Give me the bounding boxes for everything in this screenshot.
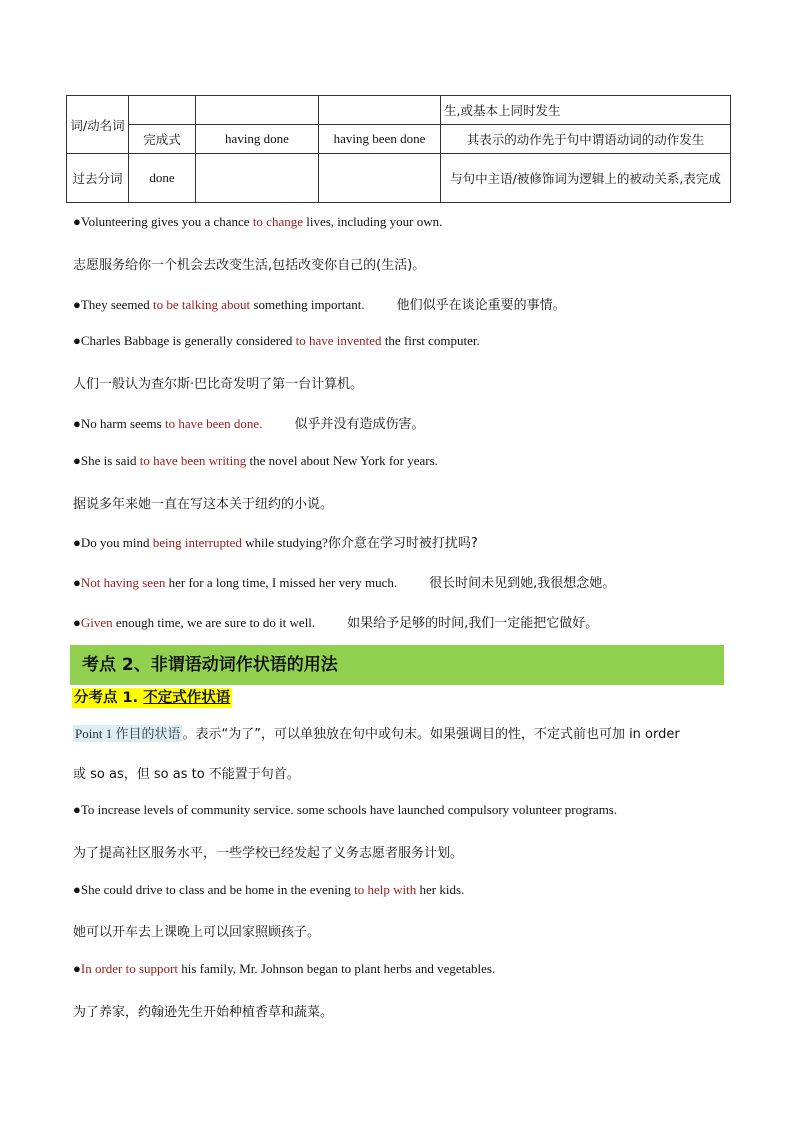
subsection-heading (72, 688, 232, 708)
sentence-text: ●Charles Babbage is generally considered (73, 333, 296, 349)
translation-inline: 他们似乎在谈论重要的事情。 (396, 297, 566, 313)
table-cell: 词/动名词 (67, 96, 129, 154)
highlighted-phrase: to have been writing (139, 452, 247, 468)
sentence-text: the first computer. (381, 333, 480, 349)
sentence-text: the novel about New York for years. (246, 452, 438, 468)
highlighted-phrase: being interrupted (152, 535, 242, 551)
sentence-text: ● (73, 615, 81, 630)
highlighted-phrase: Given (80, 615, 113, 630)
subheading-title: 不定式作状语 (143, 690, 231, 706)
sentence-text: ●Do you mind (73, 535, 153, 551)
translation-inline: 如果给予足够的时间,我们一定能把它做好。 (347, 616, 599, 631)
translation-line: 人们一般认为查尔斯·巴比奇发明了第一台计算机。 (73, 377, 364, 393)
table-cell: having been done (319, 125, 441, 154)
section-heading: 考点 2、非谓语动词作状语的用法 (70, 645, 724, 685)
highlighted-phrase: Not having seen (80, 575, 166, 591)
highlighted-phrase: In order to support (80, 961, 178, 977)
point-line-1 (73, 723, 680, 742)
sentence-text: lives, including your own. (302, 214, 443, 229)
example-sentence (73, 572, 615, 591)
grammar-table (66, 95, 731, 203)
translation-inline: 很长时间未见到她,我很想念她。 (429, 576, 616, 592)
translation-line: 为了养家，约翰逊先生开始种植香草和蔬菜。 (73, 1005, 334, 1020)
example-sentence (73, 532, 478, 551)
translation-line: 她可以开车去上课晚上可以回家照顾孩子。 (73, 925, 321, 941)
example-sentence (73, 882, 464, 898)
point-line-2: 或 so as，但 so as to 不能置于句首。 (73, 767, 300, 782)
example-sentence (73, 294, 566, 313)
highlighted-phrase: to be talking about (153, 296, 251, 312)
sentence-text: his family, Mr. Johnson began to plant herbs and vegetables. (177, 961, 496, 977)
translation-line: 志愿服务给你一个机会去改变生活,包括改变你自己的(生活)。 (73, 257, 426, 273)
translation-line: 为了提高社区服务水平，一些学校已经发起了义务志愿者服务计划。 (73, 845, 464, 861)
highlighted-phrase: to change (252, 214, 303, 229)
point-tag: Point 1 作目的状语 (75, 726, 181, 741)
sentence-text: ● (73, 961, 81, 977)
sentence-text: ●To increase levels of community service. some schools have launched compulsory volunteer programs. (73, 802, 618, 817)
sentence-text: something important. (250, 296, 365, 312)
table-cell (129, 96, 196, 125)
highlighted-phrase: to help with (354, 881, 417, 897)
table-cell (196, 154, 319, 203)
table-cell (319, 154, 441, 203)
sentence-text: ●She could drive to class and be home in the evening (73, 881, 355, 897)
subheading-prefix: 分考点 1. (74, 690, 144, 706)
sentence-text: ●She is said (73, 452, 140, 468)
table-cell: 过去分词 (67, 154, 129, 203)
translation-inline: 似乎并没有造成伤害。 (294, 417, 425, 432)
table-cell: 与句中主语/被修饰词为逻辑上的被动关系,表完成 (441, 154, 731, 203)
example-sentence (73, 453, 438, 469)
example-sentence (73, 214, 442, 230)
sentence-text: ●No harm seems (73, 416, 165, 431)
example-sentence (73, 333, 480, 349)
highlighted-phrase: to have invented (295, 333, 382, 349)
example-sentence (73, 802, 617, 818)
table-cell: 完成式 (129, 125, 196, 154)
sentence-text: her for a long time, I missed her very much. (165, 575, 398, 591)
sentence-text: enough time, we are sure to do it well. (112, 615, 316, 630)
translation-inline: 你介意在学习时被打扰吗? (327, 536, 478, 552)
table-cell: having done (196, 125, 319, 154)
sentence-text: ●Volunteering gives you a chance (73, 214, 253, 229)
sentence-text: while studying? (241, 535, 328, 551)
table-cell: 其表示的动作先于句中谓语动词的动作发生 (441, 125, 731, 154)
table-cell (319, 96, 441, 125)
table-cell: 生,或基本上同时发生 (441, 96, 731, 125)
example-sentence (73, 413, 424, 432)
sentence-text: ●They seemed (73, 296, 154, 312)
sentence-text: ● (73, 575, 81, 591)
sentence-text: her kids. (416, 881, 465, 897)
table-cell: done (129, 154, 196, 203)
example-sentence (73, 961, 495, 977)
highlighted-phrase: to have been done. (164, 416, 263, 431)
table-cell (196, 96, 319, 125)
translation-line: 据说多年来她一直在写这本关于纽约的小说。 (73, 496, 334, 512)
example-sentence (73, 612, 598, 631)
point-text: 。表示“为了”，可以单独放在句中或句末。如果强调目的性，不定式前也可加 in order (182, 727, 680, 742)
